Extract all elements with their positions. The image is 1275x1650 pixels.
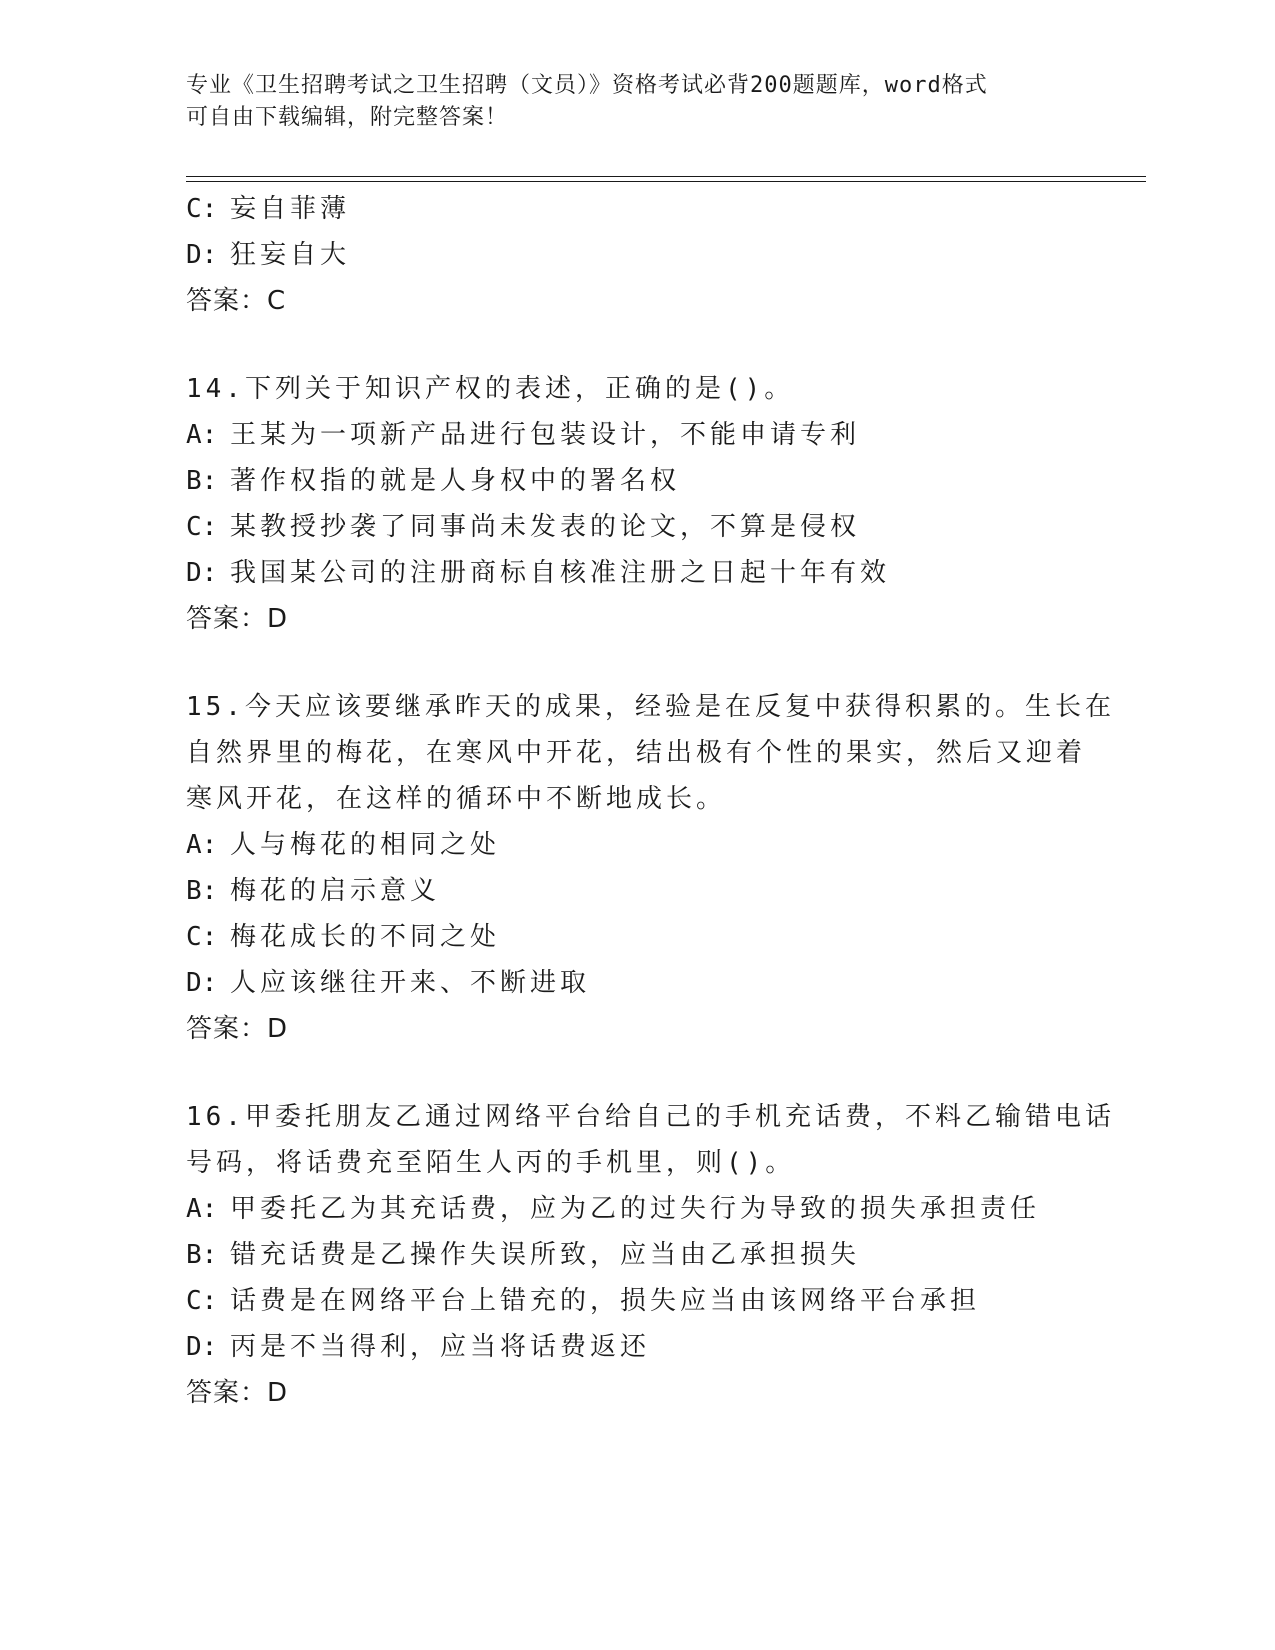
- document-header: [186, 70, 1066, 134]
- option-key: C:: [186, 922, 218, 952]
- option-a: [186, 822, 1086, 868]
- option-text: 我国某公司的注册商标自核准注册之日起十年有效: [230, 558, 891, 588]
- option-key: C:: [186, 512, 218, 542]
- option-a: [186, 1186, 1086, 1232]
- question-13-continued: [186, 186, 1086, 324]
- question-stem-line-1: 15.今天应该要继承昨天的成果，经验是在反复中获得积累的。生长在: [186, 692, 1115, 722]
- option-key: A:: [186, 420, 218, 450]
- header-line-2: 可自由下载编辑，附完整答案！: [186, 105, 509, 130]
- answer-line: 答案：C: [186, 286, 287, 316]
- option-text: 某教授抄袭了同事尚未发表的论文，不算是侵权: [230, 512, 861, 542]
- option-c: [186, 914, 1086, 960]
- option-key: C:: [186, 194, 218, 224]
- option-text: 著作权指的就是人身权中的署名权: [230, 466, 681, 496]
- question-stem-line-2: 号码，将话费充至陌生人丙的手机里，则()。: [186, 1148, 796, 1178]
- question-16: [186, 1094, 1115, 1416]
- option-text: 错充话费是乙操作失误所致，应当由乙承担损失: [230, 1240, 861, 1270]
- option-key: B:: [186, 1240, 218, 1270]
- header-divider-top: [186, 176, 1146, 177]
- option-text: 话费是在网络平台上错充的，损失应当由该网络平台承担: [230, 1286, 981, 1316]
- option-key: D:: [186, 240, 218, 270]
- option-text: 甲委托乙为其充话费，应为乙的过失行为导致的损失承担责任: [230, 1194, 1041, 1224]
- option-d: [186, 550, 1086, 596]
- option-d: [186, 1324, 1086, 1370]
- option-key: A:: [186, 1194, 218, 1224]
- option-d: [186, 232, 1086, 278]
- answer-line: 答案：D: [186, 1014, 289, 1044]
- option-b: [186, 868, 1086, 914]
- option-c: [186, 186, 1086, 232]
- option-key: D:: [186, 1332, 218, 1362]
- option-c: [186, 504, 1086, 550]
- question-14: [186, 366, 1086, 642]
- option-a: [186, 412, 1086, 458]
- option-text: 妄自菲薄: [230, 194, 351, 224]
- option-b: [186, 1232, 1086, 1278]
- option-key: B:: [186, 466, 218, 496]
- header-divider-bottom: [186, 181, 1146, 182]
- question-stem-line-3: 寒风开花，在这样的循环中不断地成长。: [186, 784, 727, 814]
- answer-line: 答案：D: [186, 604, 289, 634]
- option-key: B:: [186, 876, 218, 906]
- option-key: C:: [186, 1286, 218, 1316]
- question-stem-line-1: 16.甲委托朋友乙通过网络平台给自己的手机充话费，不料乙输错电话: [186, 1102, 1115, 1132]
- option-d: [186, 960, 1086, 1006]
- option-c: [186, 1278, 1086, 1324]
- option-text: 人应该继往开来、不断进取: [230, 968, 591, 998]
- option-text: 丙是不当得利，应当将话费返还: [230, 1332, 651, 1362]
- option-key: D:: [186, 968, 218, 998]
- option-text: 王某为一项新产品进行包装设计，不能申请专利: [230, 420, 861, 450]
- question-list: [186, 186, 1115, 1416]
- question-stem-line-2: 自然界里的梅花，在寒风中开花，结出极有个性的果实，然后又迎着: [186, 738, 1087, 768]
- option-text: 人与梅花的相同之处: [230, 830, 501, 860]
- option-key: D:: [186, 558, 218, 588]
- option-text: 狂妄自大: [230, 240, 351, 270]
- question-stem: 14.下列关于知识产权的表述，正确的是()。: [186, 374, 795, 404]
- question-15: [186, 684, 1115, 1052]
- header-line-1: 专业《卫生招聘考试之卫生招聘（文员）》资格考试必背200题题库，word格式: [186, 73, 988, 98]
- option-text: 梅花的启示意义: [230, 876, 441, 906]
- option-key: A:: [186, 830, 218, 860]
- option-b: [186, 458, 1086, 504]
- option-text: 梅花成长的不同之处: [230, 922, 501, 952]
- answer-line: 答案：D: [186, 1378, 289, 1408]
